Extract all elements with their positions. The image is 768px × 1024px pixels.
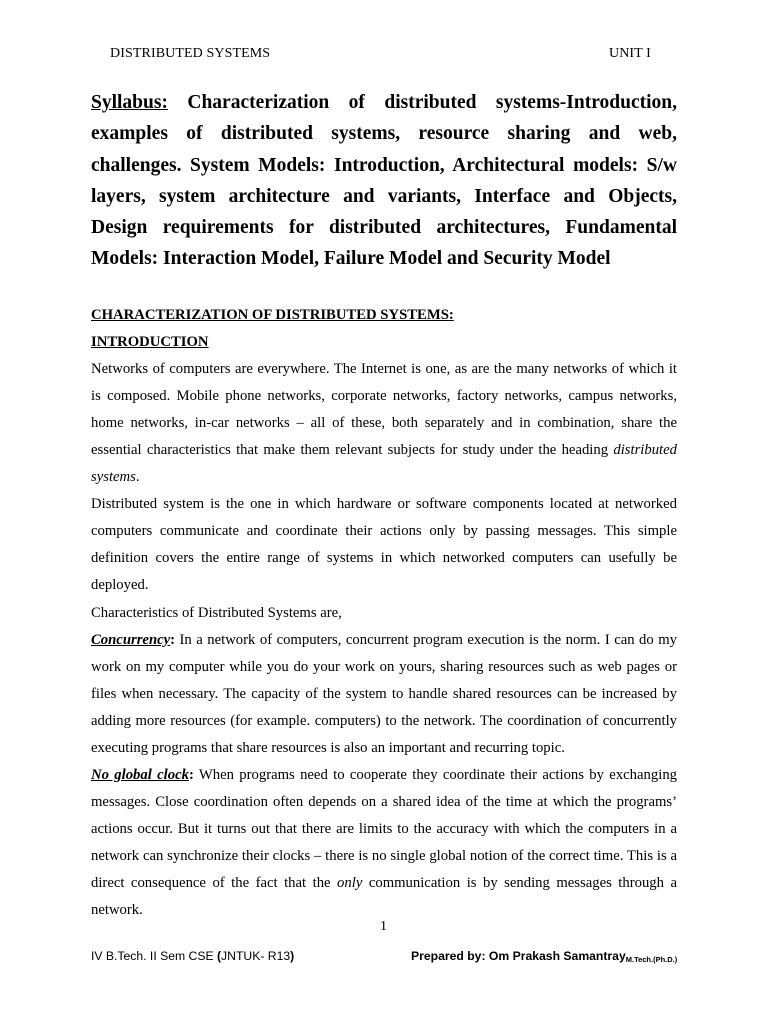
running-header-unit: UNIT I xyxy=(609,46,651,61)
paragraph-intro-end: . xyxy=(135,469,140,486)
paragraph-global-clock xyxy=(91,762,677,924)
global-clock-italic: only xyxy=(337,874,363,891)
syllabus-text: Characterization of distributed systems-Introduction, examples of distributed systems, resource sharing and web, challenges. System Models: Introduction, Architectural models: S/w layers, system architecture and variants, Interface and Objects, Design requirements for distributed architectures, Fundamental Models: Interaction Model, Failure Model and Security Model xyxy=(91,92,677,270)
footer-author-degree: M.Tech.(Ph.D.) xyxy=(625,955,678,964)
paragraph-intro-text: Networks of computers are everywhere. The Internet is one, as are the many networks of which it is composed. Mobile phone networks, corporate networks, factory networks, campus networks, home networks, in-car networks – all of these, both separately and in combination, share the essential characteristics that make them relevant subjects for study under the heading xyxy=(91,361,677,459)
footer-author xyxy=(411,949,677,964)
section-subheading: INTRODUCTION xyxy=(91,334,209,351)
global-clock-label: No global clock xyxy=(91,766,189,783)
section-heading: CHARACTERIZATION OF DISTRIBUTED SYSTEMS: xyxy=(91,307,454,323)
paragraph-definition: Distributed system is the one in which hardware or software components located at networked computers communicate and coordinate their actions only by passing messages. This simple definition covers the entire range of systems in which networked computers can usefully be deployed. xyxy=(91,496,677,594)
footer-course-paren-open: ( xyxy=(216,949,222,963)
footer-course-prefix: IV B.Tech. II Sem CSE xyxy=(91,949,217,963)
footer-course xyxy=(91,949,294,963)
syllabus-block xyxy=(91,87,677,275)
footer-course-code: JNTUK- R13 xyxy=(221,949,291,963)
paragraph-intro xyxy=(91,356,677,491)
global-clock-colon: : xyxy=(188,766,194,783)
paragraph-intro-italic: distributed systems xyxy=(91,442,677,486)
paragraph-concurrency xyxy=(91,627,677,762)
concurrency-label: Concurrency xyxy=(91,631,171,648)
running-header-title: DISTRIBUTED SYSTEMS xyxy=(110,46,271,61)
page-number: 1 xyxy=(380,919,387,934)
footer-course-paren-close: ) xyxy=(290,949,295,963)
global-clock-text-2: communication is by sending messages through a network. xyxy=(91,874,677,919)
paragraph-characteristics: Characteristics of Distributed Systems are, xyxy=(91,604,342,621)
concurrency-colon: : xyxy=(170,631,176,648)
concurrency-text: In a network of computers, concurrent program execution is the norm. I can do my work on my computer while you do your work on yours, sharing resources such as web pages or files when necessary. The capacity of the system to handle shared resources can be increased by adding more resources (for example. computers) to the network. The coordination of concurrently executing programs that share resources is also an important and recurring topic. xyxy=(91,631,677,756)
global-clock-text-1: When programs need to cooperate they coordinate their actions by exchanging messages. Close coordination often depends on a shared idea of the time at which the programs’ actions occur. But it turns out that there are limits to the accuracy with which the computers in a network can synchronize their clocks – there is no single global notion of the correct time. This is a direct consequence of the fact that the xyxy=(91,766,678,891)
syllabus-label: Syllabus: xyxy=(91,92,168,113)
body-text xyxy=(91,302,677,924)
footer-author-name: Prepared by: Om Prakash Samantray xyxy=(411,949,626,963)
